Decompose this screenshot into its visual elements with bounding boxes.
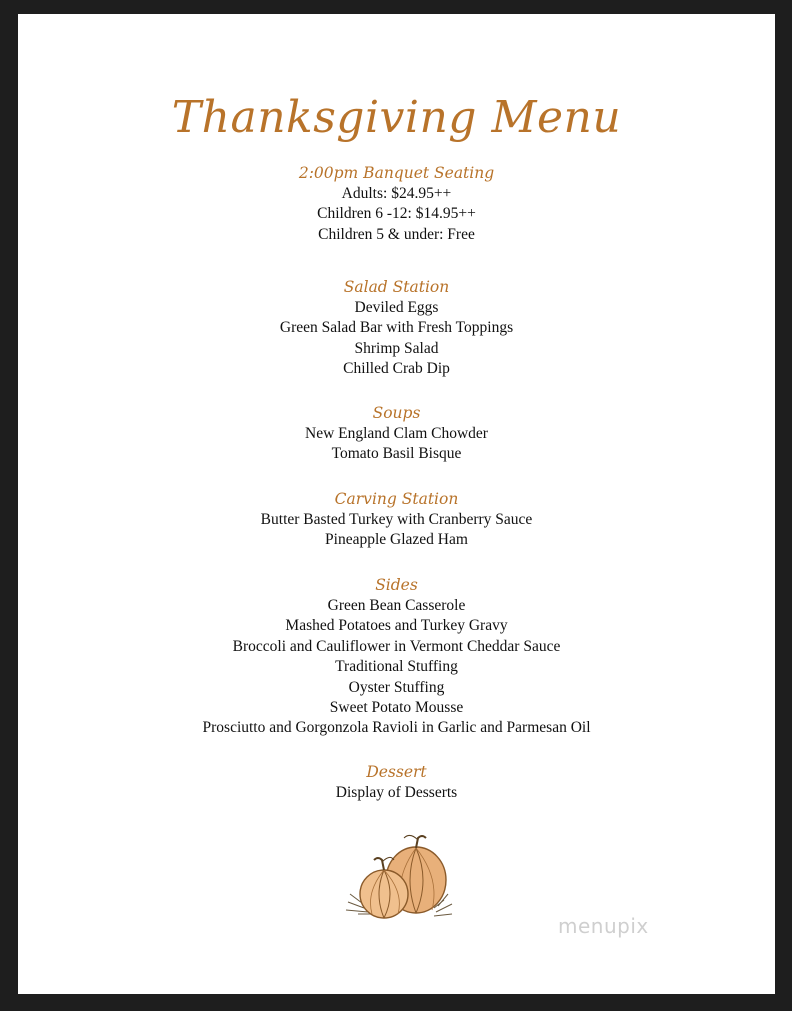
menu-page: [18, 14, 775, 994]
section-heading: Sides: [375, 576, 418, 594]
menu-title: Thanksgiving Menu: [171, 92, 622, 143]
menu-item: Sweet Potato Mousse: [329, 699, 464, 717]
menu-item: Green Bean Casserole: [327, 597, 466, 614]
section-heading: Dessert: [366, 763, 427, 781]
pumpkins-illustration: [344, 828, 458, 924]
menu-item: Display of Desserts: [335, 784, 458, 801]
seating-heading: 2:00pm Banquet Seating: [298, 164, 495, 182]
section-heading: Carving Station: [334, 490, 459, 508]
section-dessert: [18, 761, 775, 803]
menu-item: New England Clam Chowder: [305, 425, 488, 442]
price-children-6-12: Children 6 -12: $14.95++: [317, 205, 476, 223]
menu-item: Butter Basted Turkey with Cranberry Sauce: [260, 511, 533, 528]
section-carving-station: [18, 488, 775, 551]
price-children-5-under: Children 5 & under: Free: [318, 225, 475, 243]
menu-item: Traditional Stuffing: [335, 658, 458, 676]
section-heading: Salad Station: [343, 278, 450, 296]
menu-item: Tomato Basil Bisque: [331, 445, 462, 463]
menu-item: Broccoli and Cauliflower in Vermont Cheddar Sauce: [232, 637, 561, 655]
section-sides: [18, 574, 775, 739]
section-soups: [18, 402, 775, 465]
menu-item: Pineapple Glazed Ham: [325, 531, 468, 549]
menu-item: Shrimp Salad: [354, 339, 439, 357]
menu-item: Chilled Crab Dip: [343, 360, 450, 378]
menu-item: Prosciutto and Gorgonzola Ravioli in Garlic and Parmesan Oil: [202, 719, 591, 737]
menu-item: Oyster Stuffing: [348, 678, 445, 696]
price-adults: Adults: $24.95++: [341, 185, 452, 202]
seating-block: [18, 162, 775, 245]
menu-item: Green Salad Bar with Fresh Toppings: [279, 319, 514, 337]
menu-item: Deviled Eggs: [354, 299, 439, 316]
menu-item: Mashed Potatoes and Turkey Gravy: [285, 617, 508, 635]
section-salad-station: [18, 276, 775, 380]
menupix-watermark: menupix: [558, 914, 649, 938]
section-heading: Soups: [372, 404, 421, 422]
